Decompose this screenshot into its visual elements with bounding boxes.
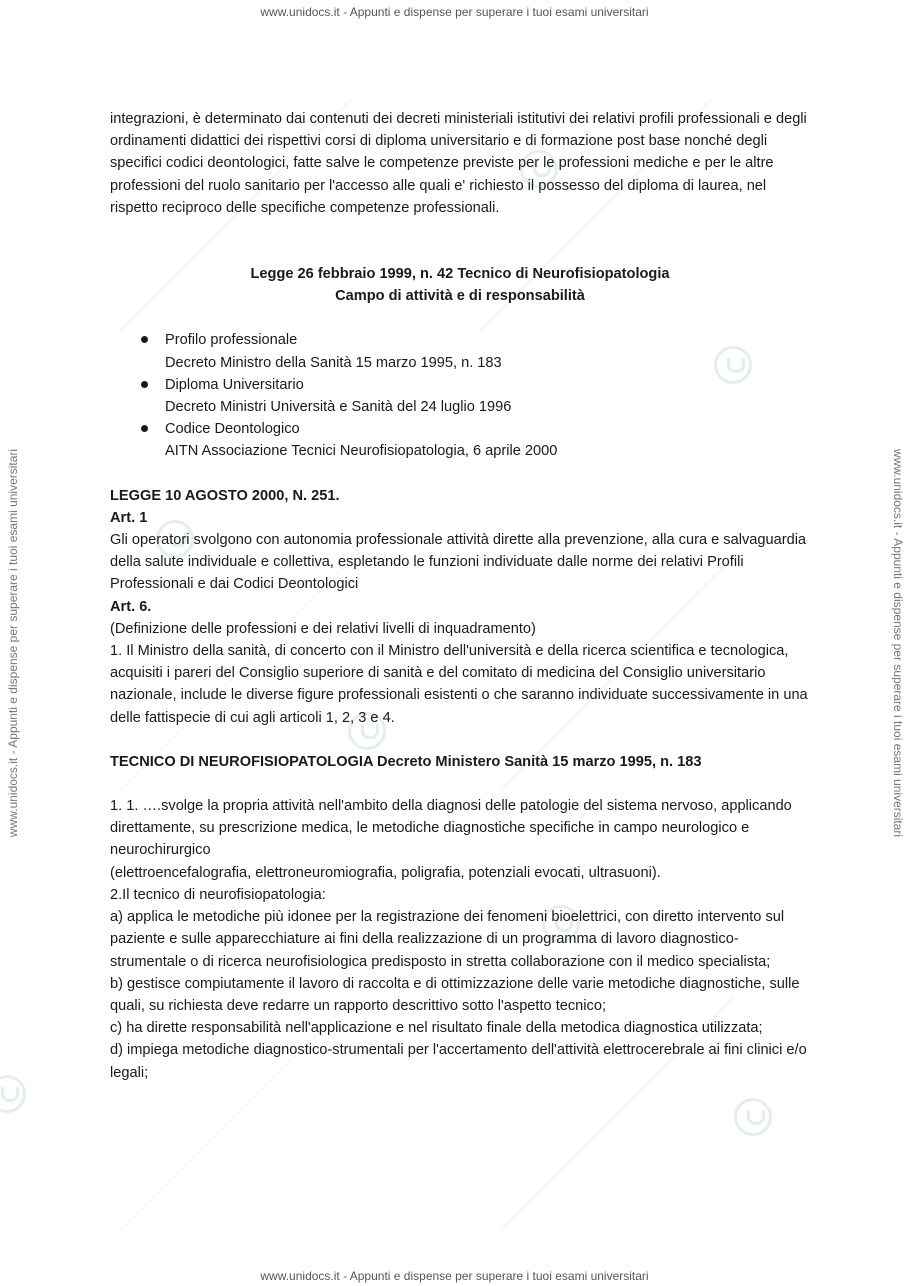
art1-title: Art. 1	[110, 509, 148, 526]
tecnico-item-c: c) ha dirette responsabilità nell'applicazione e nel risultato finale della metodica diagnostica utilizzata;	[110, 1020, 763, 1037]
art6-text: 1. Il Ministro della sanità, di concerto con il Ministro dell'università e della ricerca scientifica e tecnologica, acquisiti i pareri del Consiglio superiore di sanità e del comitato di medicina del Consiglio universitario nazionale, include le diverse figure professionali esistenti o che saranno individuate successivamente in una delle fattispecie di cui agli articoli 1, 2, 3 e 4.	[110, 643, 808, 726]
art6-title: Art. 6.	[110, 598, 152, 615]
reference-list	[110, 329, 810, 462]
list-item	[165, 374, 810, 418]
document-body	[110, 108, 810, 1084]
tecnico-item-d: d) impiega metodiche diagnostico-strumentali per l'accertamento dell'attività elettrocerebrale ai fini clinici e/o legali;	[110, 1042, 807, 1081]
tecnico-item-a: a) applica le metodiche più idonee per la registrazione dei fenomeni bioelettrici, con diretto intervento sul paziente e sulle apparecchiature ai fini della realizzazione di un programma di lavoro diagnostico-strumentale o di ricerca neurofisiologica predisposto in stretta collaborazione con il medico specialista;	[110, 909, 785, 970]
list-item-detail: Decreto Ministri Università e Sanità del 24 luglio 1996	[165, 399, 512, 416]
right-side-watermark: www.unidocs.it - Appunti e dispense per superare i tuoi esami universitari	[891, 448, 905, 838]
watermark-logo-icon	[734, 1098, 772, 1136]
art6-subtitle: (Definizione delle professioni e dei relativi livelli di inquadramento)	[110, 620, 536, 637]
tecnico-p1: 1. 1. ….svolge la propria attività nell'ambito della diagnosi delle patologie del sistema nervoso, applicando direttamente, su prescrizione medica, le metodiche diagnostiche specifiche in campo neurologico e neurochirurgico	[110, 798, 792, 859]
list-item	[165, 329, 810, 373]
list-item-title: Profilo professionale	[165, 332, 298, 349]
list-item-title: Codice Deontologico	[165, 421, 300, 438]
list-item	[165, 418, 810, 462]
watermark-logo-icon	[0, 1075, 26, 1113]
tecnico-title: TECNICO DI NEUROFISIOPATOLOGIA Decreto Ministero Sanità 15 marzo 1995, n. 183	[110, 753, 702, 770]
list-item-detail: AITN Associazione Tecnici Neurofisiopatologia, 6 aprile 2000	[165, 443, 558, 460]
header-watermark[interactable]: www.unidocs.it - Appunti e dispense per superare i tuoi esami universitari	[260, 5, 649, 19]
art1-text: Gli operatori svolgono con autonomia professionale attività dirette alla prevenzione, alla cura e salvaguardia della salute individuale e collettiva, espletando le funzioni individuate dalle norme dei relativi Profili Professionali e dai Codici Deontologici	[110, 532, 807, 593]
footer-watermark[interactable]: www.unidocs.it - Appunti e dispense per superare i tuoi esami universitari	[260, 1269, 649, 1283]
section-title-line2: Campo di attività e di responsabilità	[335, 288, 585, 305]
intro-paragraph: integrazioni, è determinato dai contenuti dei decreti ministeriali istitutivi dei relativi profili professionali e degli ordinamenti didattici dei rispettivi corsi di diploma universitario e di formazione post base nonché degli specifici codici deontologici, fatte salve le competenze previste per le professioni mediche e per le altre professioni del ruolo sanitario per l'accesso alle quali e' richiesto il possesso del diploma di laurea, nel rispetto reciproco delle specifiche competenze professionali.	[110, 111, 807, 216]
tecnico-item-b: b) gestisce compiutamente il lavoro di raccolta e di ottimizzazione delle varie metodiche diagnostiche, sulle quali, su richiesta deve redarre un rapporto descrittivo sotto l'aspetto tecnico;	[110, 975, 800, 1014]
tecnico-p2: 2.Il tecnico di neurofisiopatologia:	[110, 886, 326, 903]
list-item-detail: Decreto Ministro della Sanità 15 marzo 1995, n. 183	[165, 354, 502, 371]
left-side-watermark: www.unidocs.it - Appunti e dispense per superare i tuoi esami universitari	[6, 448, 20, 838]
law-title: LEGGE 10 AGOSTO 2000, N. 251.	[110, 487, 340, 504]
list-item-title: Diploma Universitario	[165, 376, 304, 393]
section-title-line1: Legge 26 febbraio 1999, n. 42 Tecnico di Neurofisiopatologia	[250, 266, 670, 283]
tecnico-p1b: (elettroencefalografia, elettroneuromiografia, poligrafia, potenziali evocati, ultrasuoni).	[110, 864, 661, 881]
